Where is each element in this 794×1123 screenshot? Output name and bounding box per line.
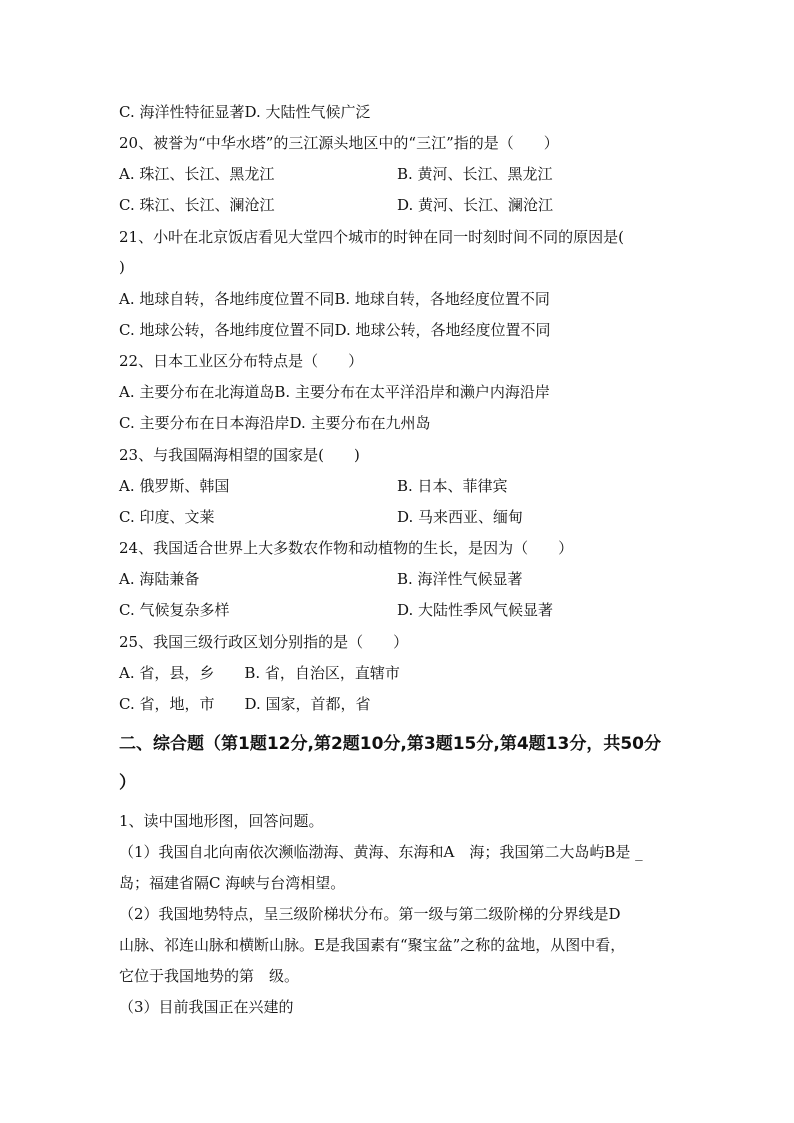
comp-q1-part1: （1）我国自北向南依次濒临渤海、黄海、东海和A 海；我国第二大岛屿B是 _ (119, 843, 643, 861)
q25-options-ab: A. 省，县，乡 B. 省，自治区，直辖市 (119, 664, 400, 682)
q20-stem: 20、被誉为“中华水塔”的三江源头地区中的“三江”指的是（ ） (119, 134, 559, 152)
q20-options-cd (119, 195, 554, 215)
q25-stem: 25、我国三级行政区划分别指的是（ ） (119, 633, 409, 651)
q24-options-cd (119, 600, 554, 620)
q20-options-ab (119, 164, 553, 184)
q24-option-d: D. 大陆性季风气候显著 (397, 601, 554, 619)
q24-options-ab (119, 569, 523, 589)
q21-options-cd: C. 地球公转，各地纬度位置不同D. 地球公转，各地经度位置不同 (119, 321, 551, 339)
comp-q1-part1-cont: 岛；福建省隔C 海峡与台湾相望。 (119, 874, 346, 892)
q24-option-c: C. 气候复杂多样 (119, 601, 230, 619)
q23-option-a: A. 俄罗斯、韩国 (119, 477, 230, 495)
q23-options-cd (119, 507, 524, 527)
q23-stem: 23、与我国隔海相望的国家是( ) (119, 446, 360, 464)
section-heading: 二、综合题（第1题12分,第2题10分,第3题15分,第4题13分，共50分 (119, 734, 661, 754)
section-heading-cont: ） (119, 773, 136, 793)
q23-option-d: D. 马来西亚、缅甸 (397, 508, 524, 526)
comp-q1-part2: （2）我国地势特点，呈三级阶梯状分布。第一级与第二级阶梯的分界线是D (119, 905, 621, 923)
q23-option-c: C. 印度、文莱 (119, 508, 215, 526)
q20-option-a: A. 珠江、长江、黑龙江 (119, 165, 275, 183)
comp-q1-part2-cont: 山脉、祁连山脉和横断山脉。E是我国素有“聚宝盆”之称的盆地，从图中看， (119, 936, 626, 954)
comp-q1-part3: （3）目前我国正在兴建的 (119, 998, 294, 1016)
comp-q1-title: 1、读中国地形图，回答问题。 (119, 812, 324, 830)
q21-stem-cont: ) (119, 258, 125, 276)
q25-options-cd: C. 省，地，市 D. 国家，首都，省 (119, 695, 371, 713)
q22-options-ab: A. 主要分布在北海道岛B. 主要分布在太平洋沿岸和濑户内海沿岸 (119, 383, 550, 401)
q22-stem: 22、日本工业区分布特点是（ ） (119, 352, 364, 370)
q23-option-b: B. 日本、菲律宾 (397, 477, 508, 495)
q21-stem: 21、小叶在北京饭店看见大堂四个城市的时钟在同一时刻时间不同的原因是( (119, 228, 624, 246)
q20-option-c: C. 珠江、长江、澜沧江 (119, 196, 275, 214)
q21-options-ab: A. 地球自转，各地纬度位置不同B. 地球自转，各地经度位置不同 (119, 290, 550, 308)
q24-stem: 24、我国适合世界上大多数农作物和动植物的生长，是因为（ ） (119, 539, 574, 557)
q20-option-b: B. 黄河、长江、黑龙江 (397, 165, 553, 183)
q24-option-a: A. 海陆兼备 (119, 570, 200, 588)
q23-options-ab (119, 476, 508, 496)
q20-option-d: D. 黄河、长江、澜沧江 (397, 196, 554, 214)
q24-option-b: B. 海洋性气候显著 (397, 570, 523, 588)
comp-q1-part2-cont2: 它位于我国地势的第 级。 (119, 967, 300, 985)
q22-options-cd: C. 主要分布在日本海沿岸D. 主要分布在九州岛 (119, 414, 431, 432)
q19-options-cd: C. 海洋性特征显著D. 大陆性气候广泛 (119, 103, 371, 121)
